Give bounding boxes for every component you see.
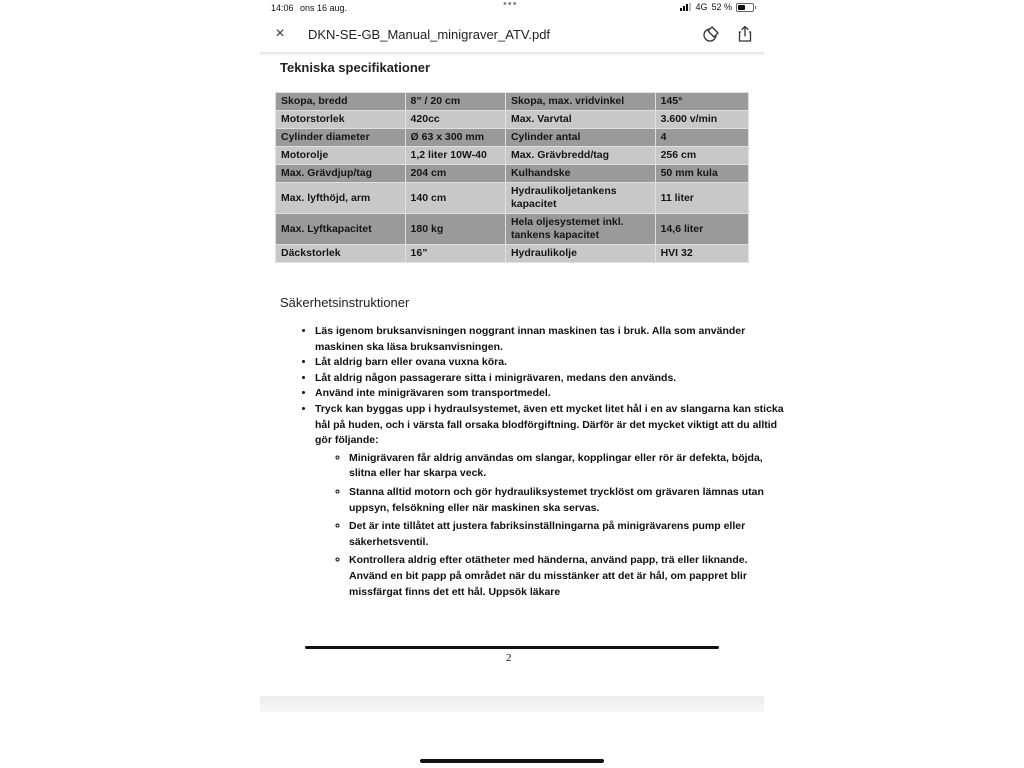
- multitask-dots[interactable]: •••: [503, 0, 518, 10]
- spec-cell: Max. Grävdjup/tag: [276, 165, 406, 183]
- spec-row: [276, 245, 749, 263]
- spec-cell: Max. Varvtal: [505, 111, 655, 129]
- battery-icon: [736, 3, 754, 12]
- network-label: 4G: [695, 2, 708, 12]
- safety-subitem: ◦ Kontrollera aldrig efter otätheter med händerna, använd papp, trä eller liknande. Använd en bit papp på området när du misstänker att det är hål, om pappret blir missfärgat finns det ett hål. Uppsök läkare: [349, 553, 785, 600]
- safety-subitem: ◦ Minigrävaren får aldrig användas om slangar, kopplingar eller rör är defekta, böjda, slitna eller har skarpa veck.: [349, 451, 785, 482]
- spec-cell: 1,2 liter 10W-40: [405, 147, 505, 165]
- markup-button[interactable]: [702, 25, 720, 43]
- status-indicators: [680, 2, 754, 12]
- spec-cell: Max. lyfthöjd, arm: [276, 183, 406, 214]
- spec-cell: Motorstorlek: [276, 111, 406, 129]
- safety-list: [276, 324, 785, 603]
- spec-cell: Skopa, bredd: [276, 93, 406, 111]
- spec-cell: 11 liter: [655, 183, 748, 214]
- spec-heading: Tekniska specifikationer: [280, 60, 431, 75]
- close-icon: ×: [275, 25, 285, 42]
- spec-cell: Skopa, max. vridvinkel: [505, 93, 655, 111]
- pdf-page[interactable]: [260, 56, 784, 696]
- spec-row: [276, 111, 749, 129]
- spec-cell: 256 cm: [655, 147, 748, 165]
- spec-cell: 3.600 v/min: [655, 111, 748, 129]
- status-date: ons 16 aug.: [300, 3, 348, 13]
- spec-row: [276, 93, 749, 111]
- spec-cell: 14,6 liter: [655, 214, 748, 245]
- home-indicator[interactable]: [420, 759, 604, 763]
- spec-row: [276, 129, 749, 147]
- spec-cell: Hela oljesystemet inkl. tankens kapacitet: [505, 214, 655, 245]
- safety-subitem: ◦ Stanna alltid motorn och gör hydrauliksystemet trycklöst om grävaren lämnas utan uppsyn, felsökning eller när maskinen ska servas.: [349, 485, 785, 516]
- signal-icon: [680, 3, 691, 11]
- toolbar: [260, 18, 764, 52]
- page-number: 2: [506, 652, 512, 664]
- spec-row: [276, 165, 749, 183]
- document-title: DKN-SE-GB_Manual_minigraver_ATV.pdf: [308, 27, 551, 42]
- spec-cell: Max. Lyftkapacitet: [276, 214, 406, 245]
- safety-item: [315, 386, 785, 402]
- close-button[interactable]: [272, 26, 288, 42]
- safety-heading: Säkerhetsinstruktioner: [280, 295, 410, 310]
- status-time: 14:06: [271, 3, 294, 13]
- next-page-edge: [260, 696, 764, 712]
- spec-cell: Ø 63 x 300 mm: [405, 129, 505, 147]
- safety-item: [315, 324, 785, 355]
- safety-item: [315, 355, 785, 371]
- share-button[interactable]: [736, 25, 754, 43]
- spec-cell: 50 mm kula: [655, 165, 748, 183]
- safety-item-text: Låt aldrig någon passagerare sitta i minigrävaren, medans den används.: [315, 371, 677, 384]
- spec-cell: Hydraulikolje: [505, 245, 655, 263]
- safety-sublist: [315, 451, 785, 600]
- spec-cell: Cylinder antal: [505, 129, 655, 147]
- safety-item-text: Låt aldrig barn eller ovana vuxna köra.: [315, 356, 507, 369]
- safety-item-text: Läs igenom bruksanvisningen noggrant innan maskinen tas i bruk. Alla som använder maskinen ska läsa bruksanvisningen.: [315, 325, 746, 353]
- spec-cell: Cylinder diameter: [276, 129, 406, 147]
- spec-cell: Hydraulikoljetankens kapacitet: [505, 183, 655, 214]
- spec-row: [276, 214, 749, 245]
- pdf-viewer-window: [260, 0, 784, 712]
- safety-subitem: ◦ Det är inte tillåtet att justera fabriksinställningarna på minigrävarens pump eller säkerhetsventil.: [349, 519, 785, 550]
- spec-table: [275, 92, 749, 263]
- spec-cell: Max. Grävbredd/tag: [505, 147, 655, 165]
- spec-row: [276, 183, 749, 214]
- safety-item: [315, 371, 785, 387]
- markup-pen-icon: [702, 25, 720, 43]
- spec-cell: 145°: [655, 93, 748, 111]
- spec-cell: 16”: [405, 245, 505, 263]
- footer-divider: [305, 646, 719, 649]
- spec-cell: 420cc: [405, 111, 505, 129]
- spec-cell: 204 cm: [405, 165, 505, 183]
- safety-item: [315, 402, 785, 600]
- spec-cell: Motorolje: [276, 147, 406, 165]
- share-icon: [736, 25, 754, 43]
- spec-cell: 4: [655, 129, 748, 147]
- spec-cell: Kulhandske: [505, 165, 655, 183]
- spec-cell: 8” / 20 cm: [405, 93, 505, 111]
- spec-cell: HVI 32: [655, 245, 748, 263]
- spec-cell: 180 kg: [405, 214, 505, 245]
- safety-item-text: Använd inte minigrävaren som transportmedel.: [315, 387, 551, 400]
- battery-label: 52 %: [711, 2, 732, 12]
- spec-cell: 140 cm: [405, 183, 505, 214]
- safety-item-text: Tryck kan byggas upp i hydraulsystemet, även ett mycket litet hål i en av slangarna kan sticka hål på huden, och i värsta fall orsaka blodförgiftning. Därför är det mycket viktigt att du alltid gör följande:: [315, 402, 784, 447]
- spec-row: [276, 147, 749, 165]
- spec-cell: Däckstorlek: [276, 245, 406, 263]
